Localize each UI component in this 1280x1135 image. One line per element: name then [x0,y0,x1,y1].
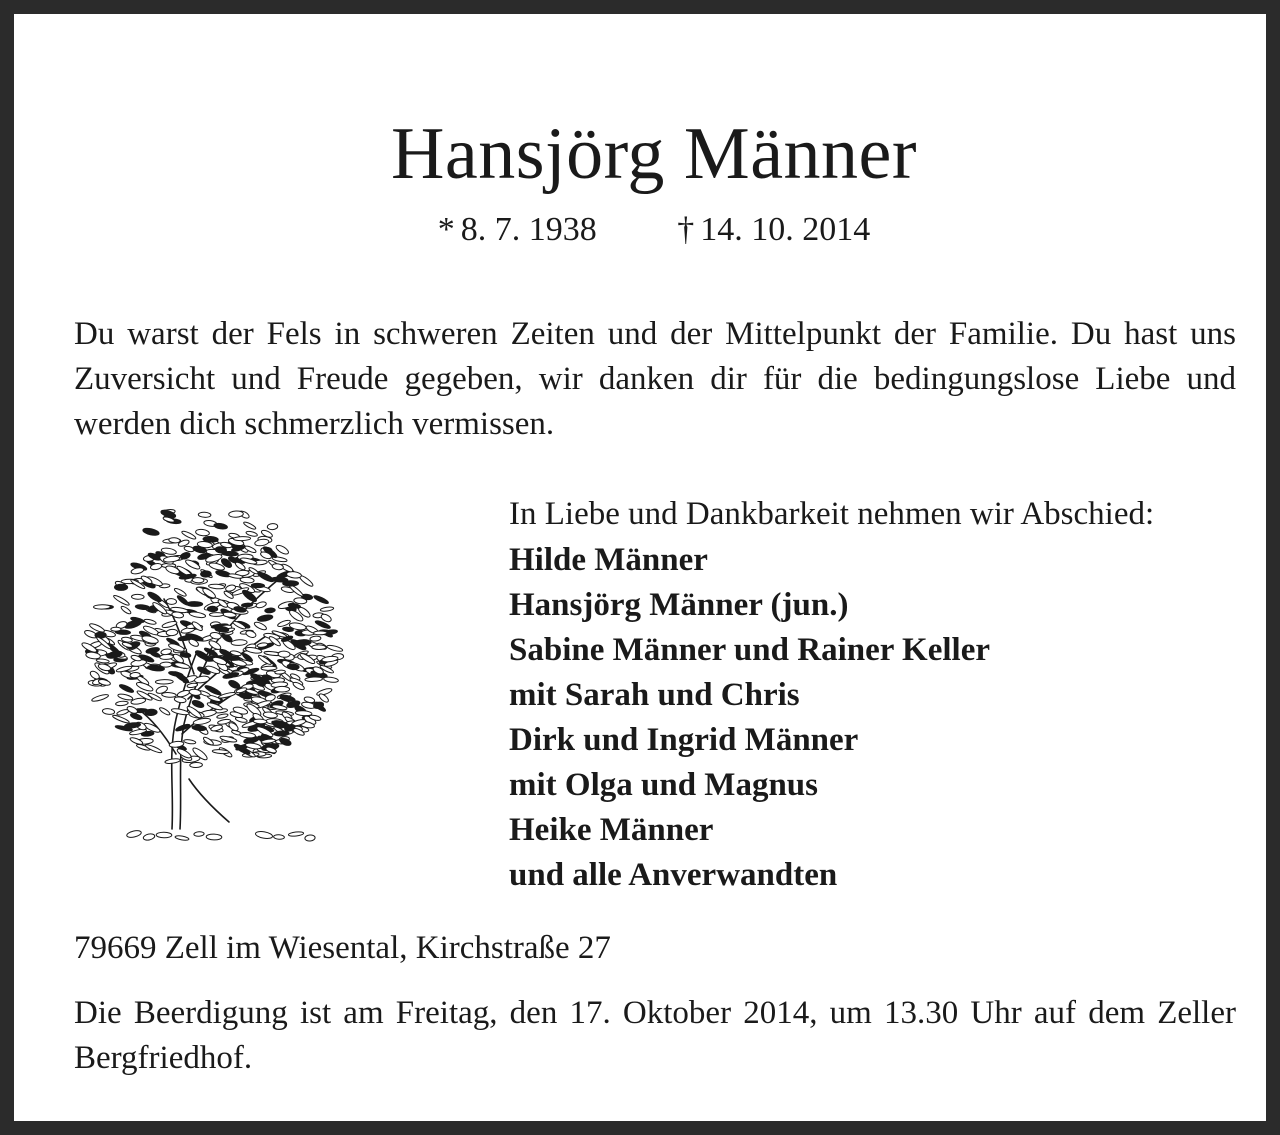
death-symbol: † [677,211,695,248]
mourner-name: mit Sarah und Chris [509,677,800,713]
birth-date: 8. 7. 1938 [460,211,597,248]
death-date-group [677,208,870,252]
farewell-line: In Liebe und Dankbarkeit nehmen wir Abschied: [509,496,1155,532]
birth-date-group [438,208,597,252]
deceased-name: Hansjörg Männer [390,113,918,195]
mourner-name: und alle Anverwandten [509,857,838,893]
address: 79669 Zell im Wiesental, Kirchstraße 27 [74,930,611,966]
mourner-name: Dirk und Ingrid Männer [509,722,859,758]
mourners-list [509,538,990,898]
memorial-verse: Du warst der Fels in schweren Zeiten und der Mittelpunkt der Familie. Du hast uns Zuversicht und Freude gegeben, wir danken dir für die bedingungslose Liebe und werden dich schmerzlich vermissen. [74,316,1236,442]
mourner-name: Hilde Männer [509,542,708,578]
birth-symbol: * [437,211,455,248]
death-date: 14. 10. 2014 [700,211,871,248]
funeral-note: Die Beerdigung ist am Freitag, den 17. Oktober 2014, um 13.30 Uhr auf dem Zeller Bergfriedhof. [74,995,1236,1076]
windblown-tree-icon [64,504,354,854]
life-dates [14,208,1280,252]
mourner-name: Hansjörg Männer (jun.) [509,587,849,623]
mourner-name: Heike Männer [509,812,714,848]
mourner-name: mit Olga und Magnus [509,767,818,803]
mourner-name: Sabine Männer und Rainer Keller [509,632,990,668]
